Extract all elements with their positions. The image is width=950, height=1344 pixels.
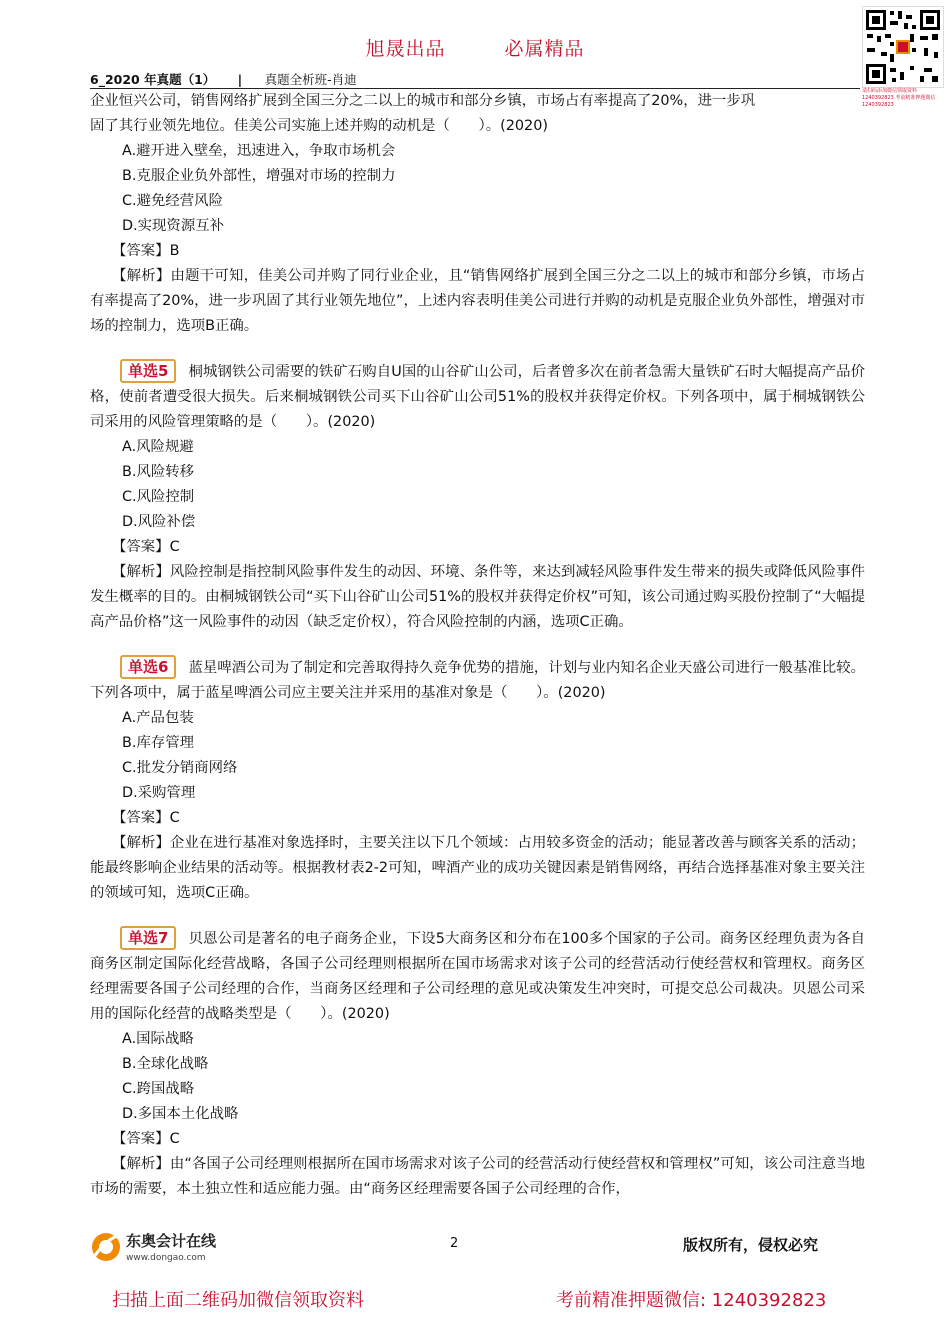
wechat-scan-note: 扫描上面二维码加微信领取资料 [112,1290,364,1311]
running-head-title: 6_2020 年真题（1） [90,72,216,87]
option-d: D.采购管理 [122,785,196,801]
option-b: B.全球化战略 [122,1056,209,1072]
question-6 [90,655,865,706]
copyright-notice: 版权所有，侵权必究 [683,1236,819,1254]
question-badge: 单选5 [120,359,176,383]
option-c: C.风险控制 [122,489,195,505]
brand-banner [0,34,950,61]
intro-line: 企业恒兴公司，销售网络扩展到全国三分之二以上的城市和部分乡镇，市场占有率提高了20%，进一步巩 [90,93,756,109]
running-head [90,70,357,88]
question-stem: 贝恩公司是著名的电子商务企业，下设5大商务区和分布在100多个国家的子公司。商务区经理负责为各自商务区制定国际化经营战略，各国子公司经理则根据所在国市场需求对该子公司的经营活动行使经营权和管理权。商务区经理需要各国子公司经理的合作，当商务区经理和子公司经理的意见或决策发生冲突时，可提交总公司裁决。贝恩公司采用的国际化经营的战略类型是（ ）。(2020) [90,931,865,1022]
page-number: 2 [450,1236,459,1251]
option-c: C.跨国战略 [122,1081,195,1097]
option-a: A.风险规避 [122,439,194,455]
question-stem: 桐城钢铁公司需要的铁矿石购自U国的山谷矿山公司，后者曾多次在前者急需大量铁矿石时大幅提高产品价格，使前者遭受很大损失。后来桐城钢铁公司买下山谷矿山公司51%的股权并获得定价权。下列各项中，属于桐城钢铁公司采用的风险管理策略的是（ ）。(2020) [90,364,865,430]
explanation: 【解析】由“各国子公司经理则根据所在国市场需求对该子公司的经营活动行使经营权和管理权”可知，该公司注意当地市场的需要，本土独立性和适应能力强。由“商务区经理需要各国子公司经理的合作， [90,1156,865,1197]
logo-text: 东奥会计在线 [126,1232,217,1250]
question-5 [90,359,865,435]
option-a: A.国际战略 [122,1031,194,1047]
option-d: D.实现资源互补 [122,218,224,234]
running-head-subtitle: 真题全析班-肖迪 [264,72,357,87]
answer: 【答案】C [112,810,180,826]
wechat-contact: 考前精准押题微信: 1240392823 [556,1290,827,1311]
question-badge: 单选6 [120,655,176,679]
option-c: C.批发分销商网络 [122,760,238,776]
answer: 【答案】C [112,1131,180,1147]
qr-note: 请扫码添加微信领取资料 1240392823 考前精准押题微信 1240392823 [862,88,936,108]
brand-right: 必属精品 [504,38,585,60]
brand-left: 旭晟出品 [365,38,446,60]
option-b: B.克服企业负外部性，增强对市场的控制力 [122,168,396,184]
explanation: 【解析】由题干可知，佳美公司并购了同行业企业，且“销售网络扩展到全国三分之二以上的城市和部分乡镇，市场占有率提高了20%，进一步巩固了其行业领先地位”，上述内容表明佳美公司进行并购的动机是克服企业负外部性，增强对市场的控制力，选项B正确。 [90,268,865,334]
question-7 [90,926,865,1027]
running-head-separator: | [237,72,243,87]
logo-url: www.dongao.com [126,1253,206,1263]
question-badge: 单选7 [120,926,176,950]
option-b: B.风险转移 [122,464,195,480]
option-a: A.避开进入壁垒，迅速进入，争取市场机会 [122,143,396,159]
qr-code-icon [862,6,944,88]
option-a: A.产品包装 [122,710,194,726]
answer: 【答案】C [112,539,180,555]
option-b: B.库存管理 [122,735,195,751]
dongao-logo [90,1227,290,1267]
option-d: D.多国本土化战略 [122,1106,239,1122]
intro-line: 固了其行业领先地位。佳美公司实施上述并购的动机是（ ）。(2020) [90,118,548,134]
option-d: D.风险补偿 [122,514,196,530]
answer: 【答案】B [112,243,180,259]
explanation: 【解析】企业在进行基准对象选择时，主要关注以下几个领域：占用较多资金的活动；能显著改善与顾客关系的活动；能最终影响企业结果的活动等。根据教材表2-2可知，啤酒产业的成功关键因素是销售网络，再结合选择基准对象主要关注的领域可知，选项C正确。 [90,835,865,901]
document-body [90,89,865,1202]
explanation: 【解析】风险控制是指控制风险事件发生的动因、环境、条件等，来达到减轻风险事件发生带来的损失或降低风险事件发生概率的目的。由桐城钢铁公司“买下山谷矿山公司51%的股权并获得定价权”可知，该公司通过购买股份控制了“大幅提高产品价格”这一风险事件的动因（缺乏定价权），符合风险控制的内涵，选项C正确。 [90,564,865,630]
option-c: C.避免经营风险 [122,193,223,209]
question-stem: 蓝星啤酒公司为了制定和完善取得持久竞争优势的措施，计划与业内知名企业天盛公司进行一般基准比较。下列各项中，属于蓝星啤酒公司应主要关注并采用的基准对象是（ ）。(2020) [90,660,865,701]
